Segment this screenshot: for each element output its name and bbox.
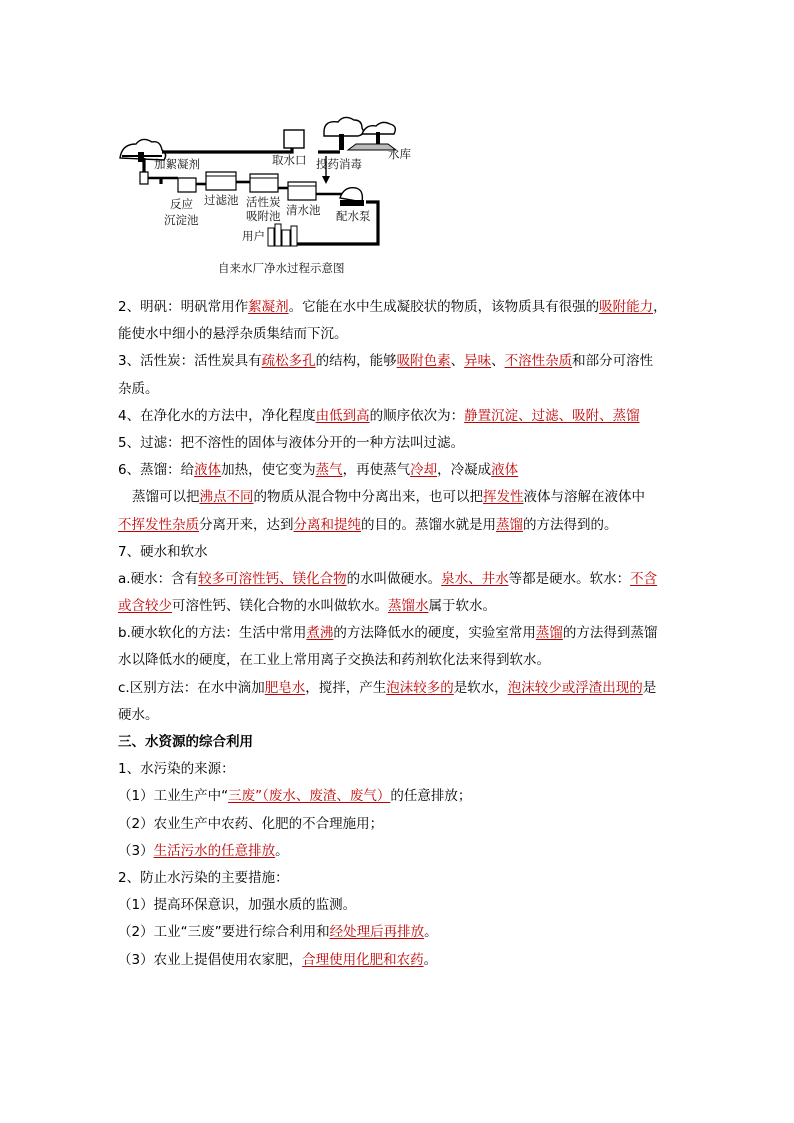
key-term: 沸点不同 — [199, 489, 254, 506]
key-term: 蒸馏 — [535, 625, 563, 642]
key-term: 泡沫较多的 — [386, 679, 454, 696]
document-body — [118, 294, 678, 974]
key-term: 蒸气 — [315, 462, 343, 479]
text-line — [118, 566, 678, 593]
text-segment: 1、水污染的来源： — [118, 761, 235, 778]
key-term: 煮沸 — [306, 625, 334, 642]
text-segment: 的物质从混合物中分离出来，也可以把 — [253, 489, 483, 506]
text-segment: 。 — [275, 842, 289, 859]
text-segment: （1）提高环保意识，加强水质的监测。 — [118, 897, 357, 914]
key-term: 合理使用化肥和农药 — [302, 951, 424, 968]
text-segment: 是 — [642, 679, 657, 696]
text-line — [118, 403, 678, 430]
text-line — [118, 783, 678, 810]
text-segment: a.硬水：含有 — [118, 570, 199, 587]
key-term: 三废”（废水、废渣、废气） — [228, 788, 391, 805]
text-line — [118, 947, 678, 974]
text-segment: 的结构，能够 — [315, 353, 397, 370]
text-line — [118, 321, 678, 348]
text-line — [118, 919, 678, 946]
text-segment: 水以降低水的硬度，在工业上常用离子交换法和药剂软化法来得到软水。 — [118, 652, 550, 669]
key-term: 液体 — [491, 462, 519, 479]
text-segment: ，搅拌，产生 — [305, 679, 387, 696]
text-line — [118, 457, 678, 484]
text-segment: （3） — [118, 842, 154, 859]
text-segment: 的水叫做硬水。 — [346, 570, 442, 587]
text-segment: 杂质。 — [118, 380, 159, 397]
key-term: 疏松多孔 — [261, 353, 316, 370]
user-buildings-icon — [268, 224, 297, 246]
label-reaction: 反应 — [170, 197, 193, 211]
text-segment: 2、防止水污染的主要措施： — [118, 869, 289, 886]
text-line — [118, 756, 678, 783]
text-segment: 、 — [491, 353, 505, 370]
text-segment: c.区别方法：在水中滴加 — [118, 679, 265, 696]
label-reservoir: 水库 — [388, 147, 411, 161]
text-segment: 3、活性炭：活性炭具有 — [118, 353, 262, 370]
text-line — [118, 512, 678, 539]
label-filter: 过滤池 — [204, 193, 239, 207]
water-treatment-diagram — [118, 112, 418, 284]
label-carbon-2: 吸附池 — [246, 209, 281, 223]
text-segment: 。 — [424, 924, 438, 941]
text-segment: 的方法降低水的硬度，实验室常用 — [333, 625, 536, 642]
text-line — [118, 647, 678, 674]
key-term: 挥发性 — [483, 489, 524, 506]
text-segment: 的目的。蒸馏水就是用 — [361, 516, 496, 533]
label-intake: 取水口 — [272, 153, 307, 167]
key-term: 由低到高 — [315, 407, 370, 424]
key-term: 肥皂水 — [264, 679, 306, 696]
text-segment: 2、明矾：明矾常用作 — [118, 299, 249, 315]
label-pump: 配水泵 — [336, 209, 371, 223]
key-term: 吸附色素 — [396, 353, 451, 370]
text-segment: 。 — [423, 951, 438, 968]
text-segment: b.硬水软化的方法：生活中常用 — [118, 625, 307, 642]
label-sedimentation: 沉淀池 — [164, 213, 199, 227]
text-segment: 分离开来，达到 — [199, 516, 294, 533]
text-segment: 的任意排放； — [390, 788, 472, 805]
text-segment: 蒸馏可以把 — [132, 489, 200, 506]
key-term: 蒸馏 — [496, 516, 523, 533]
text-segment: 可溶性钙、镁化合物的水叫做软水。 — [172, 598, 388, 615]
text-line — [118, 348, 678, 375]
key-term: 静置沉淀、过滤、吸附、蒸馏 — [464, 407, 640, 424]
text-line — [118, 702, 678, 729]
text-segment: 是软水， — [453, 679, 508, 696]
text-line — [118, 539, 678, 566]
diagram-caption: 自来水厂净水过程示意图 — [218, 261, 345, 275]
text-segment: （3）农业上提倡使用农家肥， — [118, 951, 303, 968]
label-flocculant: 加絮凝剂 — [154, 157, 200, 171]
key-term: 生活污水的任意排放 — [153, 842, 276, 859]
text-line — [118, 484, 678, 511]
key-term: 不含 — [630, 570, 658, 587]
key-term: 较多可溶性钙、镁化合物 — [198, 570, 347, 587]
label-disinfect: 投药消毒 — [316, 157, 362, 171]
text-segment: 硬水。 — [118, 706, 159, 723]
text-line — [118, 811, 678, 838]
intake-box — [284, 130, 304, 148]
label-carbon-1: 活性炭 — [246, 195, 281, 209]
key-term: 泡沫较少或浮渣出现的 — [507, 679, 643, 696]
key-term: 冷却 — [410, 462, 438, 479]
text-segment: （2）农业生产中农药、化肥的不合理施用； — [118, 815, 384, 832]
text-segment: 和部分可溶性 — [572, 353, 654, 370]
text-line — [118, 865, 678, 892]
text-line — [118, 593, 678, 620]
key-term: 经处理后再排放 — [329, 924, 425, 941]
label-user: 用户 — [242, 229, 265, 243]
text-segment: 7、硬水和软水 — [118, 543, 208, 560]
text-segment: 三、水资源的综合利用 — [118, 734, 253, 750]
key-term: 不溶性杂质 — [504, 353, 573, 370]
water-treatment-svg — [118, 112, 418, 284]
text-line — [118, 675, 678, 702]
pump-icon — [340, 188, 364, 206]
text-segment: 等都是硬水。软水： — [508, 570, 631, 587]
key-term: 吸附能力 — [599, 299, 654, 315]
key-term: 絮凝剂 — [248, 299, 289, 315]
text-segment: 。它能在水中生成凝胶状的物质，该物质具有很强的 — [288, 299, 600, 315]
text-segment: ，冷凝成 — [437, 462, 492, 479]
text-segment: 的顺序依次为： — [369, 407, 465, 424]
text-segment: 5、过滤：把不溶性的固体与液体分开的一种方法叫过滤。 — [118, 434, 465, 451]
text-segment: 4、在净化水的方法中，净化程度 — [118, 407, 316, 424]
text-line — [118, 376, 678, 403]
key-term: 分离和提纯 — [293, 516, 361, 533]
text-segment: 的方法得到蒸馏 — [562, 625, 658, 642]
tree-reservoir-icon — [324, 117, 396, 150]
key-term: 或含较少 — [118, 598, 172, 615]
text-segment: （2）工业“三废”要进行综合利用和 — [118, 924, 330, 941]
text-segment: 6、蒸馏：给 — [118, 462, 195, 479]
text-segment: 加热，使它变为 — [221, 462, 316, 479]
text-segment: （1）工业生产中“ — [118, 788, 229, 805]
text-segment: ， — [653, 299, 667, 315]
text-segment: 的方法得到的。 — [523, 516, 618, 533]
key-term: 蒸馏水 — [388, 598, 429, 615]
text-line — [118, 620, 678, 647]
text-line — [118, 294, 678, 321]
key-term: 液体 — [194, 462, 222, 479]
text-segment: 能使水中细小的悬浮杂质集结而下沉。 — [118, 326, 348, 343]
key-term: 泉水、井水 — [441, 570, 509, 587]
text-segment: 液体与溶解在液体中 — [523, 489, 645, 506]
text-segment: 、 — [450, 353, 465, 370]
text-segment: ，再使蒸气 — [342, 462, 411, 479]
text-segment: 属于软水。 — [428, 598, 496, 615]
key-term: 异味 — [464, 353, 492, 370]
text-line — [118, 430, 678, 457]
text-line — [118, 729, 678, 756]
text-line — [118, 892, 678, 919]
text-line — [118, 838, 678, 865]
key-term: 不挥发性杂质 — [118, 516, 199, 533]
label-clear-water: 清水池 — [286, 203, 321, 217]
